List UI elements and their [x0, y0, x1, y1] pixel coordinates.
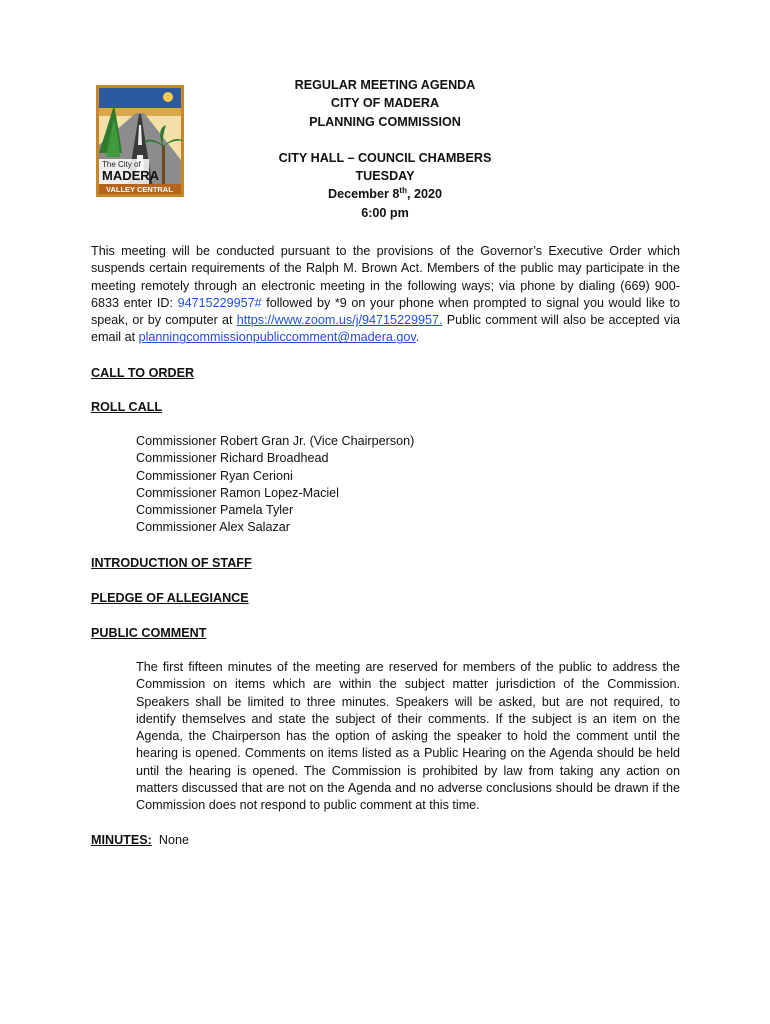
city-of-madera-logo — [96, 85, 184, 197]
public-comment-heading: PUBLIC COMMENT — [91, 626, 207, 640]
roll-call-member: Commissioner Ryan Cerioni — [136, 468, 293, 483]
roll-call-heading: ROLL CALL — [91, 400, 163, 414]
pledge-heading: PLEDGE OF ALLEGIANCE — [91, 591, 249, 605]
email-link[interactable]: planningcommissionpubliccomment@madera.gov — [138, 330, 416, 345]
roll-call-member: Commissioner Alex Salazar — [136, 520, 290, 535]
header-city: CITY OF MADERA — [330, 96, 440, 111]
logo-line1: The City of — [102, 160, 141, 169]
header-time: 6:00 pm — [361, 205, 409, 220]
meeting-id: 94715229957# — [177, 295, 262, 310]
roll-call-member: Commissioner Ramon Lopez-Maciel — [136, 485, 339, 500]
zoom-link[interactable]: https://www.zoom.us/j/94715229957. — [236, 313, 443, 328]
header-location: CITY HALL – COUNCIL CHAMBERS — [278, 150, 492, 165]
minutes-value: None — [151, 833, 189, 847]
public-comment-paragraph: The first fifteen minutes of the meeting are reserved for members of the public to address the Commission on items which are within the subject matter jurisdiction of the Commission. Speakers shall be limited to three minutes. Speakers will be asked, but are not required, to identify themselves and state the subject of their comments. If the subject is an item on the Agenda, the Chairperson has the option of asking the speaker to hold the comment until the hearing is opened. Comments on items listed as a Public Hearing on the Agenda should be held until the hearing is opened. The Commission is prohibited by law from taking any action on matters discussed that are not on the Agenda and no adverse conclusions should be drawn if the Commission does not respond to public comment at this time. — [136, 660, 680, 813]
header-day: TUESDAY — [355, 169, 415, 184]
minutes-line — [91, 832, 680, 849]
header-date: December 8th, 2020 — [328, 186, 442, 202]
agenda-header — [230, 76, 540, 222]
header-title: REGULAR MEETING AGENDA — [294, 78, 476, 92]
logo-line2: MADERA — [102, 168, 160, 183]
roll-call-list — [136, 433, 680, 537]
roll-call-member: Commissioner Richard Broadhead — [136, 451, 329, 466]
roll-call-member: Commissioner Pamela Tyler — [136, 503, 294, 518]
logo-line3: VALLEY CENTRAL — [106, 185, 173, 194]
header-body: PLANNING COMMISSION — [309, 114, 461, 129]
intro-paragraph: This meeting will be conducted pursuant to the provisions of the Governor’s Executive Order which suspends certain requirements of the Ralph M. Brown Act. Members of the public may participate in the meeting remotely through an electronic meeting in the following ways; via phone by dialing (669) 900-6833 enter ID: 94715229957# followed by *9 on your phone when prompted to signal you would like to speak, or by computer at https://www.zoom.us/j/94715229957. Public comment will also be accepted via email at planningcommissionpubliccomment@madera.gov. — [91, 244, 680, 345]
minutes-label: MINUTES: — [91, 833, 152, 847]
introduction-of-staff-heading: INTRODUCTION OF STAFF — [91, 556, 252, 570]
call-to-order-heading: CALL TO ORDER — [91, 366, 195, 380]
roll-call-member: Commissioner Robert Gran Jr. (Vice Chairperson) — [136, 434, 415, 448]
